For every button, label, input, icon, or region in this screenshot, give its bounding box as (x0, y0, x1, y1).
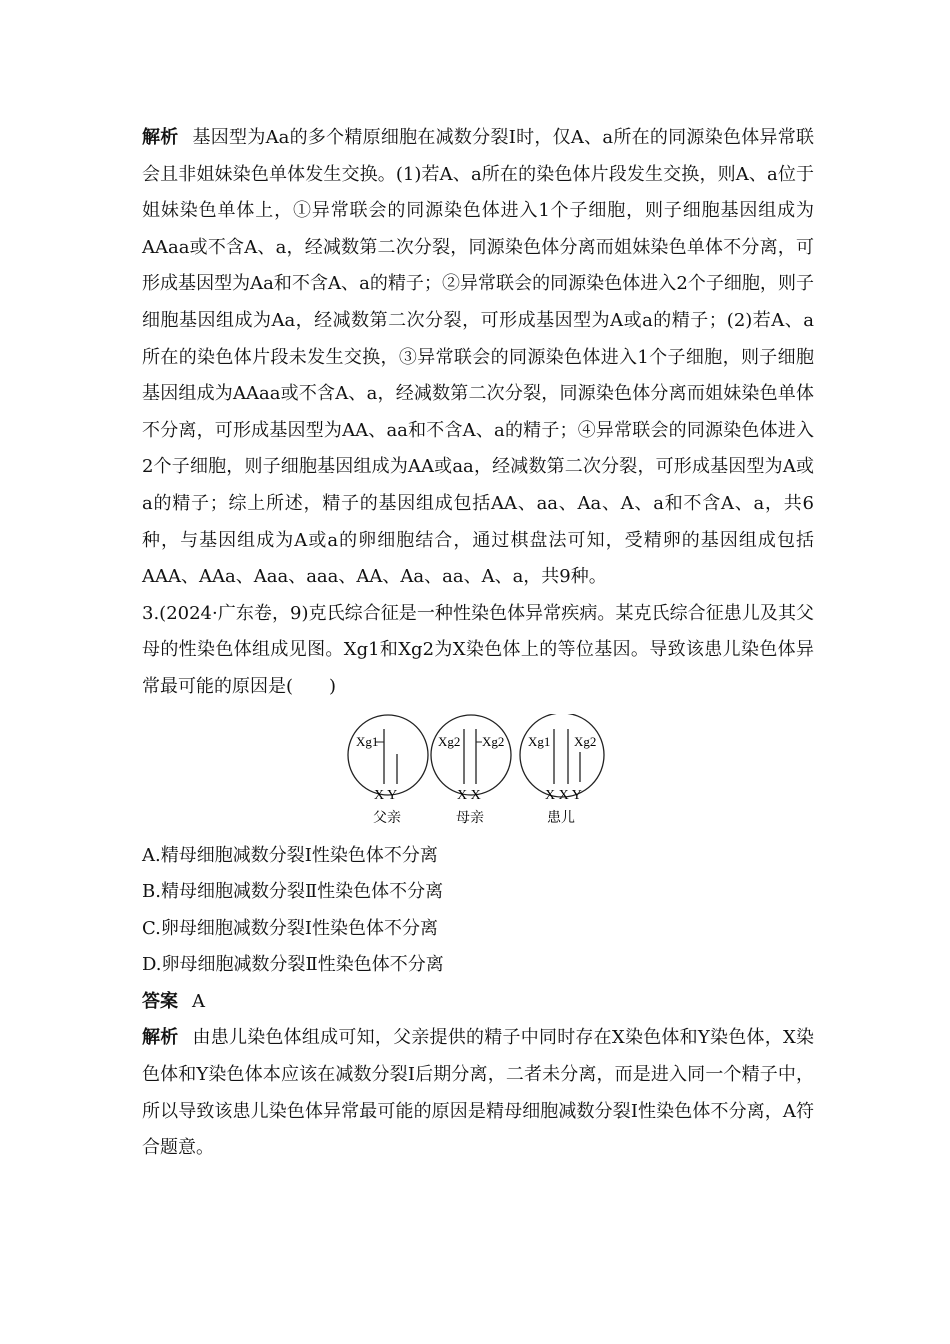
answer-value: A (192, 990, 205, 1012)
analysis-text: 基因型为Aa的多个精原细胞在减数分裂Ⅰ时，仅A、a所在的同源染色体异常联会且非姐妹染色单体发生交换。(1)若A、a所在的染色体片段发生交换，则A、a位于姐妹染色单体上，①异常联会的同源染色体进入1个子细胞，则子细胞基因组成为AAaa或不含A、a，经减数第二次分裂，同源染色体分离而姐妹染色单体不分离，可形成基因型为Aa和不含A、a的精子；②异常联会的同源染色体进入2个子细胞，则子细胞基因组成为Aa，经减数第二次分裂，可形成基因型为A或a的精子；(2)若A、a所在的染色体片段未发生交换，③异常联会的同源染色体进入1个子细胞，则子细胞基因组成为AAaa或不含A、a，经减数第二次分裂，同源染色体分离而姐妹染色单体不分离，可形成基因型为AA、aa和不含A、a的精子；④异常联会的同源染色体进入2个子细胞，则子细胞基因组成为AA或aa，经减数第二次分裂，可形成基因型为A或a的精子；综上所述，精子的基因组成包括AA、aa、Aa、A、a和不含A、a，共6种，与基因组成为A或a的卵细胞结合，通过棋盘法可知，受精卵的基因组成包括AAA、AAa、Aaa、aaa、AA、Aa、aa、A、a，共9种。 (142, 127, 814, 588)
mother-chromosome-label: X X (457, 787, 481, 803)
child-gene-left-label: Xg1 (528, 733, 551, 749)
option-b: B.精母细胞减数分裂Ⅱ性染色体不分离 (142, 881, 444, 903)
chromosome-figure (142, 714, 814, 826)
answer-label: 答案 (142, 990, 178, 1012)
father-chromosome-label: X Y (374, 787, 398, 803)
option-c: C.卵母细胞减数分裂Ⅰ性染色体不分离 (142, 917, 438, 939)
father-caption: 父亲 (373, 809, 401, 826)
mother-caption: 母亲 (456, 809, 484, 826)
child-chromosome-label: X X Y (545, 787, 582, 803)
option-d: D.卵母细胞减数分裂Ⅱ性染色体不分离 (142, 954, 444, 976)
mother-gene-right-label: Xg2 (482, 733, 505, 749)
option-a: A.精母细胞减数分裂Ⅰ性染色体不分离 (142, 844, 438, 866)
answer-line (142, 984, 814, 1021)
child-caption: 患儿 (547, 809, 575, 826)
child-gene-right-label: Xg2 (574, 733, 597, 749)
analysis-label: 解析 (142, 127, 179, 148)
content-area (142, 120, 814, 1167)
chromosome-diagram (342, 714, 612, 826)
mother-gene-left-label: Xg2 (438, 733, 461, 749)
mother-cell (431, 715, 511, 826)
father-cell (348, 715, 428, 826)
question-stem: 3.(2024·广东卷，9)克氏综合征是一种性染色体异常疾病。某克氏综合征患儿及其父母的性染色体组成见图。Xg1和Xg2为X染色体上的等位基因。导致该患儿染色体异常最可能的原因是( ) (142, 602, 814, 697)
analysis-paragraph-2 (142, 1020, 814, 1166)
child-cell (520, 714, 604, 826)
analysis-label-2: 解析 (142, 1027, 179, 1049)
analysis-paragraph-1 (142, 120, 814, 596)
analysis-text-2: 由患儿染色体组成可知，父亲提供的精子中同时存在X染色体和Y染色体，X染色体和Y染色体本应该在减数分裂Ⅰ后期分离，二者未分离，而是进入同一个精子中，所以导致该患儿染色体异常最可能的原因是精母细胞减数分裂Ⅰ性染色体不分离，A符合题意。 (142, 1027, 815, 1159)
father-gene-label: Xg1 (356, 733, 379, 749)
